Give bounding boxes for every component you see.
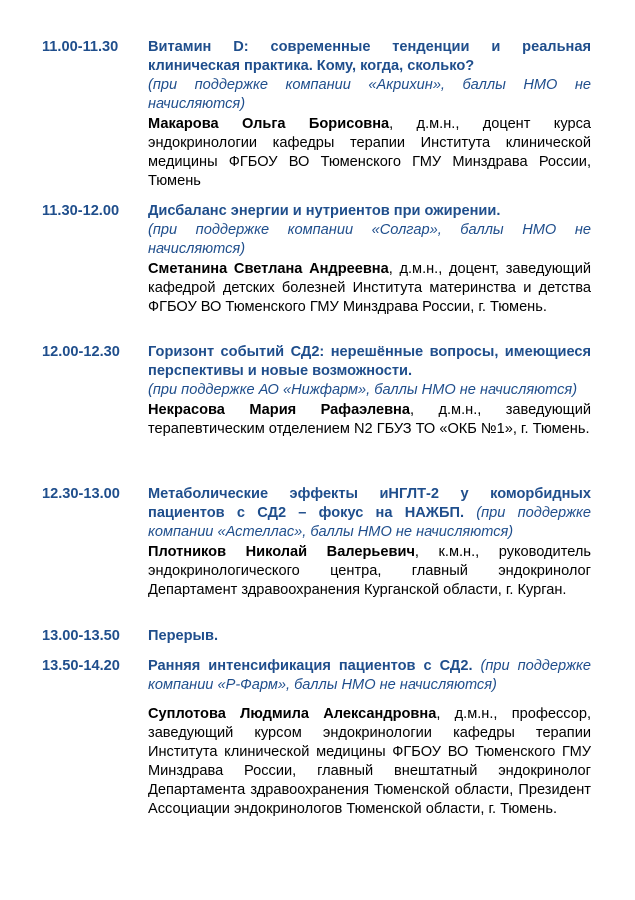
session-time: 11.00-11.30	[42, 39, 119, 55]
speaker-info: , д.м.н., заведующий терапевтическим отделением N2 ГБУЗ ТО «ОКБ №1», г. Тюмень.	[148, 402, 591, 437]
session-body	[148, 657, 591, 819]
session-title	[148, 657, 591, 695]
speaker-name: Плотников Николай Валерьевич	[148, 544, 415, 560]
session-body	[148, 202, 591, 317]
sponsor-note: (при поддержке компании «Солгар», баллы НМО не начисляются)	[148, 222, 591, 257]
speaker-block	[148, 260, 591, 317]
session-time: 11.30-12.00	[42, 203, 120, 219]
session-body	[148, 343, 591, 439]
session-title-text: Ранняя интенсификация пациентов с СД2.	[148, 658, 473, 674]
sponsor-note: (при поддержке компании «Астеллас», баллы НМО не начисляются)	[148, 505, 591, 540]
speaker-info: , д.м.н., доцент, заведующий кафедрой детских болезней Института материнства и детства ФГБОУ ВО Тюменского ГМУ Минздрава России, г. Тюмень.	[148, 261, 591, 315]
session-title: Витамин D: современные тенденции и реальная клиническая практика. Кому, когда, сколько?	[148, 39, 591, 74]
speaker-info: , д.м.н., профессор, заведующий курсом эндокринологии кафедры терапии Института клинической медицины ФГБОУ ВО Тюменского ГМУ Минздрава России, главный внештатный эндокринолог Департамента здравоохранения Тюменской области, Президент Ассоциации эндокринологов Тюменской области, г. Тюмень.	[148, 706, 592, 817]
session-time: 13.00-13.50	[42, 628, 120, 644]
session-time: 13.50-14.20	[42, 658, 120, 674]
speaker-name: Суплотова Людмила Александровна	[148, 706, 437, 722]
session-body	[148, 38, 591, 191]
sponsor-note: (при поддержке компании «Р-Фарм», баллы НМО не начисляются)	[148, 658, 591, 693]
session-title: Дисбаланс энергии и нутриентов при ожирении.	[148, 203, 501, 219]
speaker-block	[148, 543, 591, 600]
speaker-info: , д.м.н., доцент курса эндокринологии кафедры терапии Института клинической медицины ФГБОУ ВО Тюменского ГМУ Минздрава России, Тюмень	[148, 116, 591, 189]
break-title: Перерыв.	[148, 628, 219, 644]
speaker-block	[148, 115, 591, 191]
session-title-text: Метаболические эффекты иНГЛТ-2 у коморбидных пациентов с СД2 – фокус на НАЖБП.	[148, 486, 591, 521]
session-title: Горизонт событий СД2: нерешённые вопросы, имеющиеся перспективы и новые возможности.	[148, 344, 591, 379]
speaker-block	[148, 705, 591, 819]
session-body	[148, 485, 591, 600]
speaker-name: Сметанина Светлана Андреевна	[148, 261, 389, 277]
sponsor-note: (при поддержке АО «Нижфарм», баллы НМО не начисляются)	[148, 382, 578, 398]
session-time: 12.00-12.30	[42, 344, 120, 360]
speaker-info: , к.м.н., руководитель эндокринологического центра, главный эндокринолог Департамент здравоохранения Курганской области, г. Курган.	[148, 544, 591, 598]
speaker-name: Макарова Ольга Борисовна	[148, 116, 390, 132]
speaker-name: Некрасова Мария Рафаэлевна	[148, 402, 410, 418]
speaker-block	[148, 401, 591, 439]
session-time: 12.30-13.00	[42, 486, 120, 502]
session-title	[148, 485, 591, 542]
sponsor-note: (при поддержке компании «Акрихин», баллы НМО не начисляются)	[148, 77, 591, 112]
session-body	[148, 627, 591, 646]
